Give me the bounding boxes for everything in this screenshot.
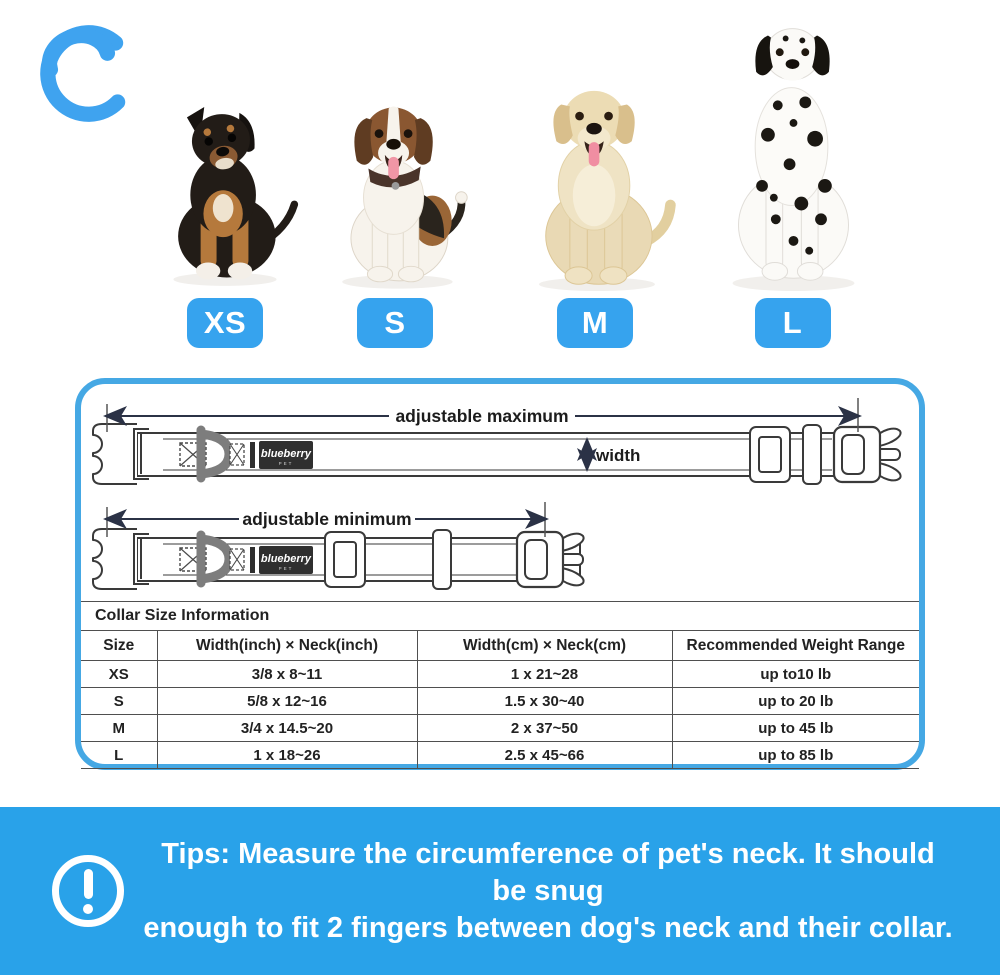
col-header-width-neck-inch: Width(inch) × Neck(inch) (157, 631, 417, 661)
col-header-width-neck-cm: Width(cm) × Neck(cm) (417, 631, 672, 661)
col-header-size: Size (81, 631, 157, 661)
col-header-weight-range: Recommended Weight Range (672, 631, 919, 661)
table-row-l: L 1 x 18~26 2.5 x 45~66 up to 85 lb (81, 742, 919, 769)
tips-banner (0, 807, 1000, 975)
adjustable-maximum-label: adjustable maximum (395, 406, 569, 426)
table-header-row (81, 631, 919, 661)
collar-diagram-maximum (93, 398, 901, 484)
table-row-m: M 3/4 x 14.5~20 2 x 37~50 up to 45 lb (81, 715, 919, 742)
adjustable-minimum-label: adjustable minimum (242, 509, 412, 529)
dog-photo-xs-puppy (150, 0, 300, 292)
table-title: Collar Size Information (81, 602, 919, 631)
dog-photo-m-golden-retriever (513, 0, 678, 292)
size-column-s (310, 0, 480, 348)
table-row-s: S 5/8 x 12~16 1.5 x 30~40 up to 20 lb (81, 688, 919, 715)
exclamation-icon (52, 855, 124, 927)
size-badge-m: M (557, 298, 633, 348)
table-row-xs: XS 3/8 x 8~11 1 x 21~28 up to10 lb (81, 661, 919, 688)
tips-text (124, 836, 1000, 947)
collar-size-info-box (75, 378, 925, 770)
collar-measurement-diagram (87, 398, 913, 596)
tips-line-2: enough to fit 2 fingers between dog's neck and their collar. (143, 911, 953, 944)
size-column-xs (140, 0, 310, 348)
size-column-m (505, 0, 685, 348)
collar-diagram-minimum (93, 502, 584, 589)
blueberry-pet-logo (28, 12, 140, 130)
size-badge-s: S (357, 298, 433, 348)
size-badge-xs: XS (187, 298, 263, 348)
tips-line-1: Tips: Measure the circumference of pet's neck. It should be snug (161, 837, 935, 907)
table-title-row (81, 602, 919, 631)
dog-photo-s-beagle (318, 0, 473, 292)
size-badge-l: L (755, 298, 831, 348)
collar-size-table (81, 601, 919, 769)
dog-photo-l-dalmatian (707, 0, 879, 292)
size-guide-dogs (0, 0, 1000, 362)
size-column-l (700, 0, 885, 348)
width-label: width (596, 446, 641, 465)
